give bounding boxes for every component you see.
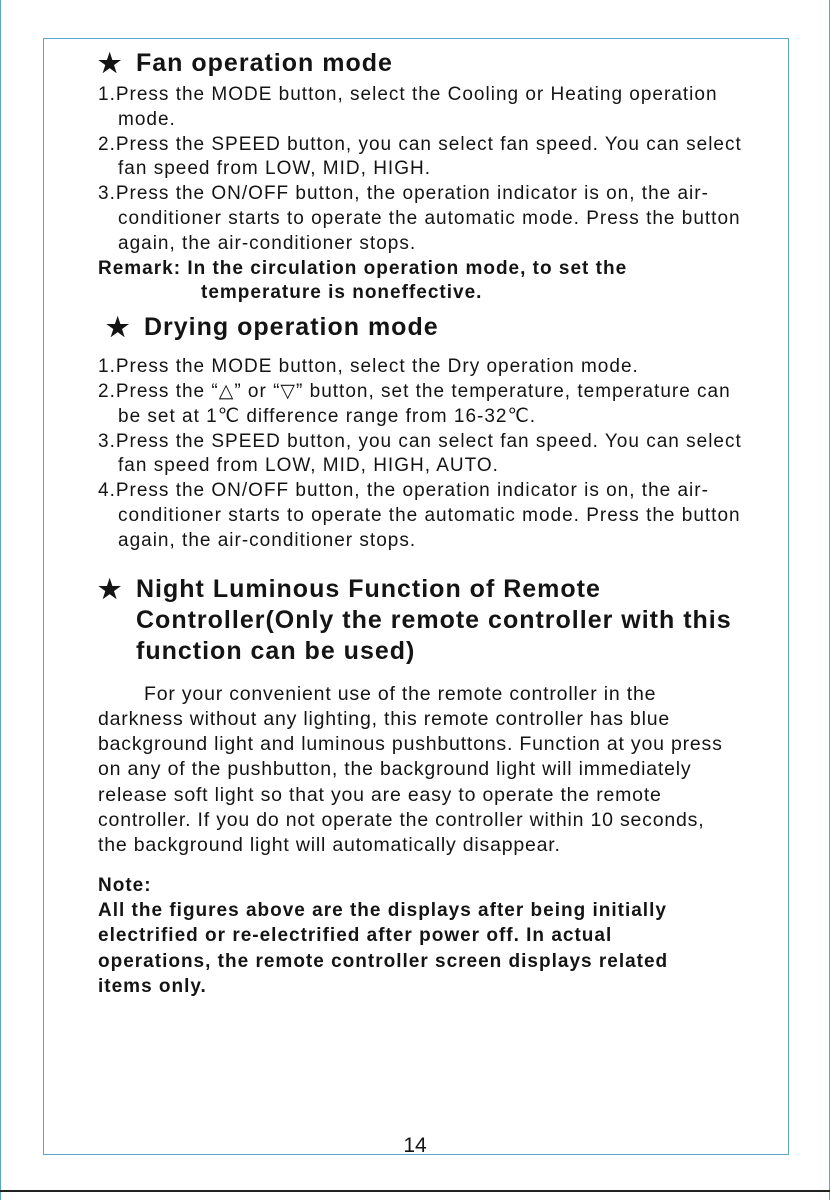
list-item: 4.Press the ON/OFF button, the operation indicator is on, the air-conditioner starts to operate the automatic mode. Press the button again, the air-conditioner stops. <box>98 480 741 551</box>
page-content <box>98 46 748 999</box>
night-luminous-title: Night Luminous Function of Remote Controller(Only the remote controller with this function can be used) <box>136 574 732 665</box>
drying-operation-title: Drying operation mode <box>144 313 439 342</box>
star-icon: ★ <box>106 312 131 343</box>
star-icon: ★ <box>98 573 123 604</box>
page-number: 14 <box>403 1134 427 1157</box>
list-item: 1.Press the MODE button, select the Dry operation mode. <box>98 356 639 378</box>
fan-operation-heading <box>98 46 748 80</box>
list-item: 2.Press the SPEED button, you can select fan speed. You can select fan speed from LOW, MID, HIGH. <box>98 133 742 180</box>
night-luminous-paragraph: For your convenient use of the remote controller in the darkness without any lighting, this remote controller has blue background light and luminous pushbuttons. Function at you press on any of the pushbutton, the background light will immediately release soft light so that you are easy to operate the remote controller. If you do not operate the controller within 10 seconds, the background light will automatically disappear. <box>98 682 723 857</box>
night-luminous-heading <box>98 574 748 667</box>
page-bottom-edge <box>0 1190 830 1192</box>
drying-operation-heading <box>98 310 748 344</box>
note-section <box>98 873 748 999</box>
list-item: 3.Press the ON/OFF button, the operation indicator is on, the air-conditioner starts to operate the automatic mode. Press the button again, the air-conditioner stops. <box>98 183 741 254</box>
fan-operation-section <box>98 46 748 306</box>
fan-operation-list <box>98 83 748 257</box>
remark-line-1: Remark: In the circulation operation mode, to set the <box>98 257 628 279</box>
list-item: 2.Press the “△” or “▽” button, set the temperature, temperature can be set at 1℃ difference range from 16-32℃. <box>98 380 731 427</box>
night-luminous-section <box>98 574 748 859</box>
drying-operation-list <box>98 355 748 553</box>
fan-operation-title: Fan operation mode <box>136 49 393 77</box>
note-title: Note: <box>98 874 152 896</box>
note-text: All the figures above are the displays after being initially electrified or re-electrified after power off. In actual operations, the remote controller screen displays related items only. <box>98 899 669 997</box>
drying-operation-section <box>98 310 748 553</box>
page-left-edge <box>0 0 1 1200</box>
star-icon: ★ <box>98 48 123 78</box>
list-item: 3.Press the SPEED button, you can select fan speed. You can select fan speed from LOW, MID, HIGH, AUTO. <box>98 430 742 477</box>
list-item: 1.Press the MODE button, select the Cooling or Heating operation mode. <box>98 84 718 130</box>
remark-line-2: temperature is noneffective. <box>201 282 483 304</box>
